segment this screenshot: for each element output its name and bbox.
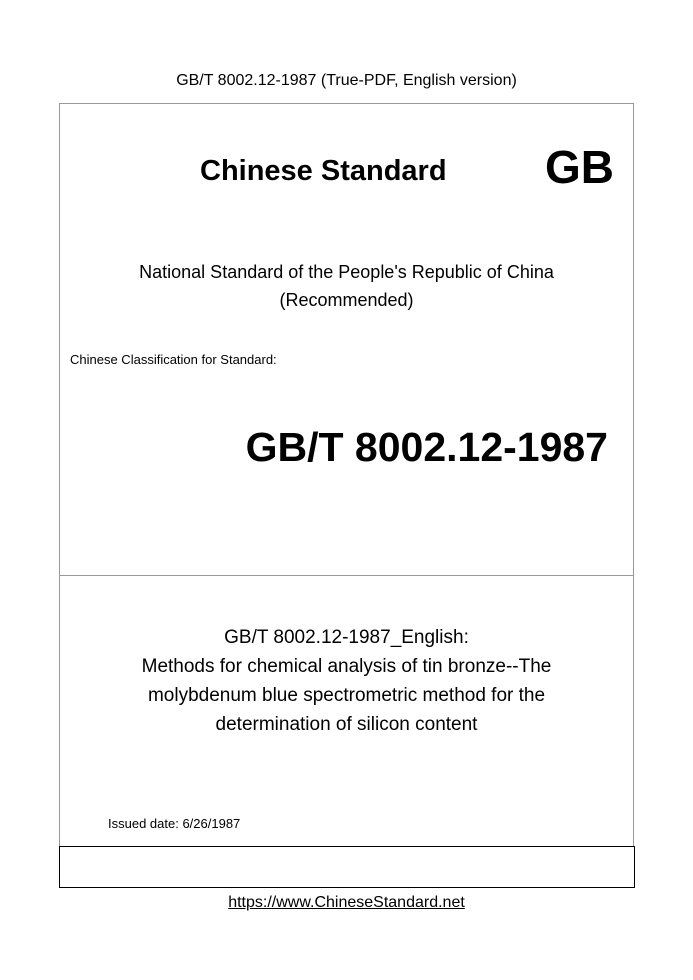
standard-title — [0, 623, 693, 739]
footer — [0, 894, 693, 912]
standard-number: GB/T 8002.12-1987 — [245, 424, 608, 470]
gb-mark: GB — [545, 141, 614, 193]
national-standard-text — [0, 258, 693, 314]
page-header: GB/T 8002.12-1987 (True-PDF, English version) — [176, 72, 517, 89]
chinese-standard-heading: Chinese Standard — [200, 155, 447, 187]
section-divider — [60, 575, 633, 576]
title-line-2: Methods for chemical analysis of tin bronze--The — [141, 656, 552, 677]
cover-frame — [59, 103, 634, 887]
classification-label: Chinese Classification for Standard: — [70, 352, 277, 367]
website-link[interactable]: https://www.ChineseStandard.net — [228, 894, 465, 911]
national-standard-line: National Standard of the People's Republic of China — [139, 262, 554, 282]
bottom-box — [59, 846, 635, 888]
issued-date: Issued date: 6/26/1987 — [108, 816, 241, 831]
title-line-1: GB/T 8002.12-1987_English: — [224, 627, 469, 648]
title-line-3: molybdenum blue spectrometric method for the — [147, 685, 546, 706]
recommended-line: (Recommended) — [279, 290, 414, 310]
title-line-4: determination of silicon content — [215, 714, 478, 735]
